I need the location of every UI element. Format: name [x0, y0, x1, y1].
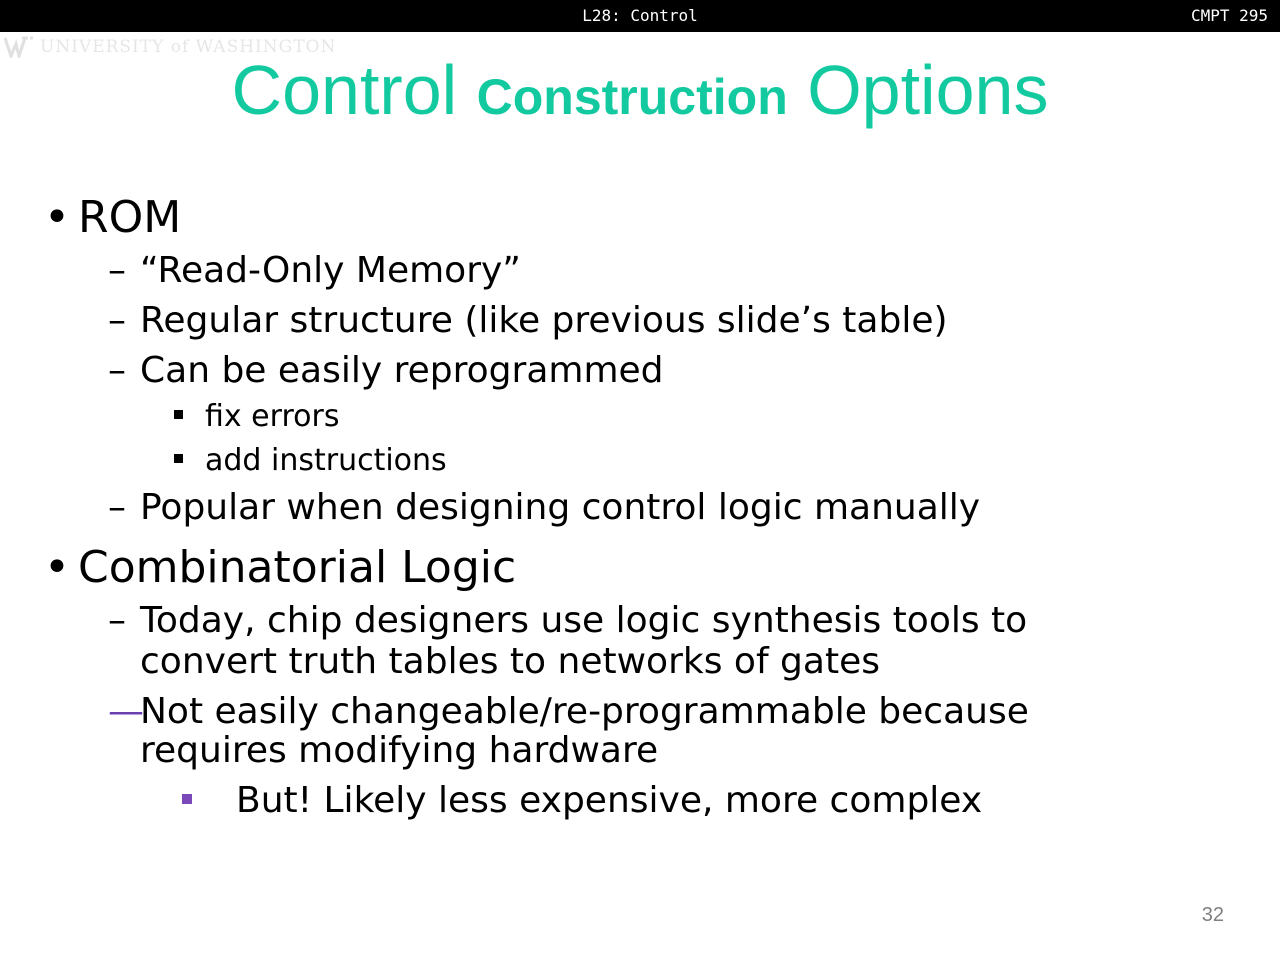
bullet-dot: • — [44, 192, 70, 243]
dash-marker: – — [108, 300, 126, 341]
square-bullet-icon — [174, 454, 183, 463]
bullet-label: ROM — [78, 192, 182, 243]
subsub-bullet-text: But! Likely less expensive, more complex — [236, 780, 983, 821]
subsub-bullet — [182, 780, 982, 821]
sub-bullet — [108, 600, 1027, 641]
sub-bullet — [108, 487, 980, 528]
dash-marker: — — [108, 691, 144, 732]
dash-marker: – — [108, 250, 126, 291]
square-bullet-icon — [174, 410, 183, 419]
sub-bullet-text: Today, chip designers use logic synthesis tools to — [140, 600, 1028, 641]
bullet-dot: • — [44, 542, 70, 593]
title-part-options: Options — [787, 51, 1049, 129]
sub-bullet — [108, 350, 664, 391]
course-code: CMPT 295 — [1190, 6, 1268, 25]
dash-marker: – — [108, 350, 126, 391]
bullet-combinatorial-logic — [44, 542, 516, 593]
bullet-rom — [44, 192, 181, 243]
sub-bullet-continuation: convert truth tables to networks of gates — [140, 641, 880, 682]
subsub-bullet-text: add instructions — [205, 443, 447, 478]
page-number: 32 — [1201, 904, 1224, 926]
sub-bullet — [108, 300, 948, 341]
bullet-label: Combinatorial Logic — [78, 542, 517, 593]
sub-bullet — [108, 691, 1029, 732]
sub-bullet-text: “Read-Only Memory” — [140, 250, 521, 291]
lecture-title: L28: Control — [582, 6, 698, 25]
sub-bullet-text: Regular structure (like previous slide’s table) — [140, 300, 948, 341]
dash-marker: – — [108, 600, 126, 641]
sub-bullet-text: Popular when designing control logic manually — [140, 487, 981, 528]
sub-bullet — [108, 250, 521, 291]
subsub-bullet — [174, 443, 447, 478]
subsub-bullet-text: fix errors — [205, 399, 340, 434]
sub-bullet-continuation: requires modifying hardware — [140, 730, 659, 771]
subsub-bullet — [174, 399, 339, 434]
logo-text: UNIVERSITY of WASHINGTON — [40, 37, 337, 57]
title-part-construction: Construction — [476, 69, 788, 125]
dash-marker: – — [108, 487, 126, 528]
sub-bullet-text: Not easily changeable/re-programmable because — [140, 691, 1029, 732]
square-bullet-icon — [182, 794, 192, 804]
title-part-control: Control — [231, 51, 477, 129]
sub-bullet-text: Can be easily reprogrammed — [140, 350, 664, 391]
